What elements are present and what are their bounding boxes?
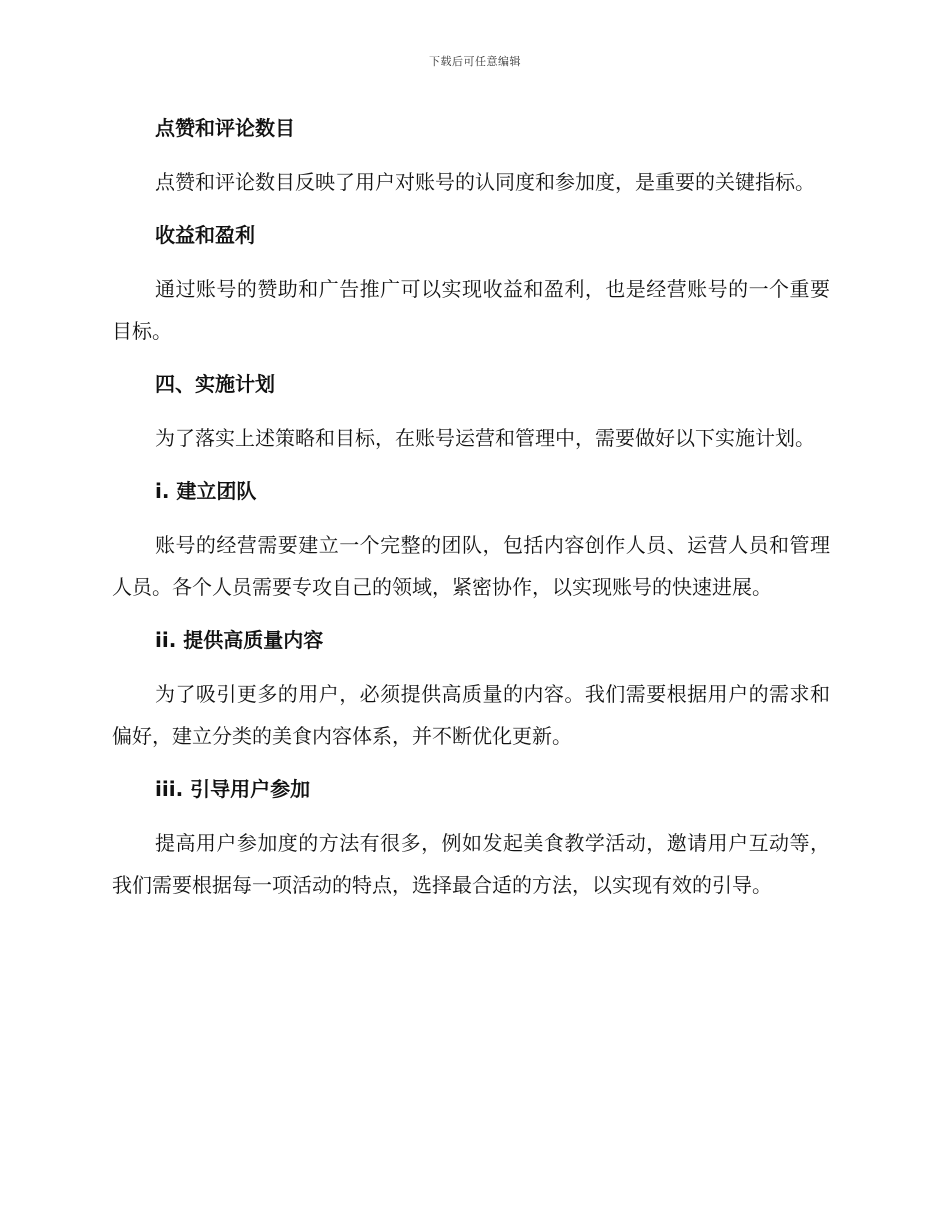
section-paragraph: 通过账号的赞助和广告推广可以实现收益和盈利，也是经营账号的一个重要目标。: [112, 277, 830, 343]
section-heading: i. 建立团队: [155, 479, 257, 503]
section-paragraph: 账号的经营需要建立一个完整的团队，包括内容创作人员、运营人员和管理人员。各个人员需要专攻自己的领域，紧密协作，以实现账号的快速进展。: [112, 533, 830, 599]
section-paragraph: 点赞和评论数目反映了用户对账号的认同度和参加度，是重要的关键指标。: [155, 170, 815, 194]
section-heading: iii. 引导用户参加: [155, 777, 311, 801]
document-body: [112, 108, 830, 906]
section-paragraph: 提高用户参加度的方法有很多，例如发起美食教学活动，邀请用户互动等，我们需要根据每一项活动的特点，选择最合适的方法，以实现有效的引导。: [112, 831, 830, 897]
section-heading: ii. 提供高质量内容: [155, 628, 324, 652]
section-paragraph: 为了落实上述策略和目标，在账号运营和管理中，需要做好以下实施计划。: [155, 426, 815, 450]
section-heading: 点赞和评论数目: [155, 116, 295, 140]
section-heading: 四、实施计划: [155, 372, 275, 396]
section-heading: 收益和盈利: [155, 223, 255, 247]
section-paragraph: 为了吸引更多的用户，必须提供高质量的内容。我们需要根据用户的需求和偏好，建立分类的美食内容体系，并不断优化更新。: [112, 682, 830, 748]
page-header-note: 下载后可任意编辑: [429, 55, 521, 68]
